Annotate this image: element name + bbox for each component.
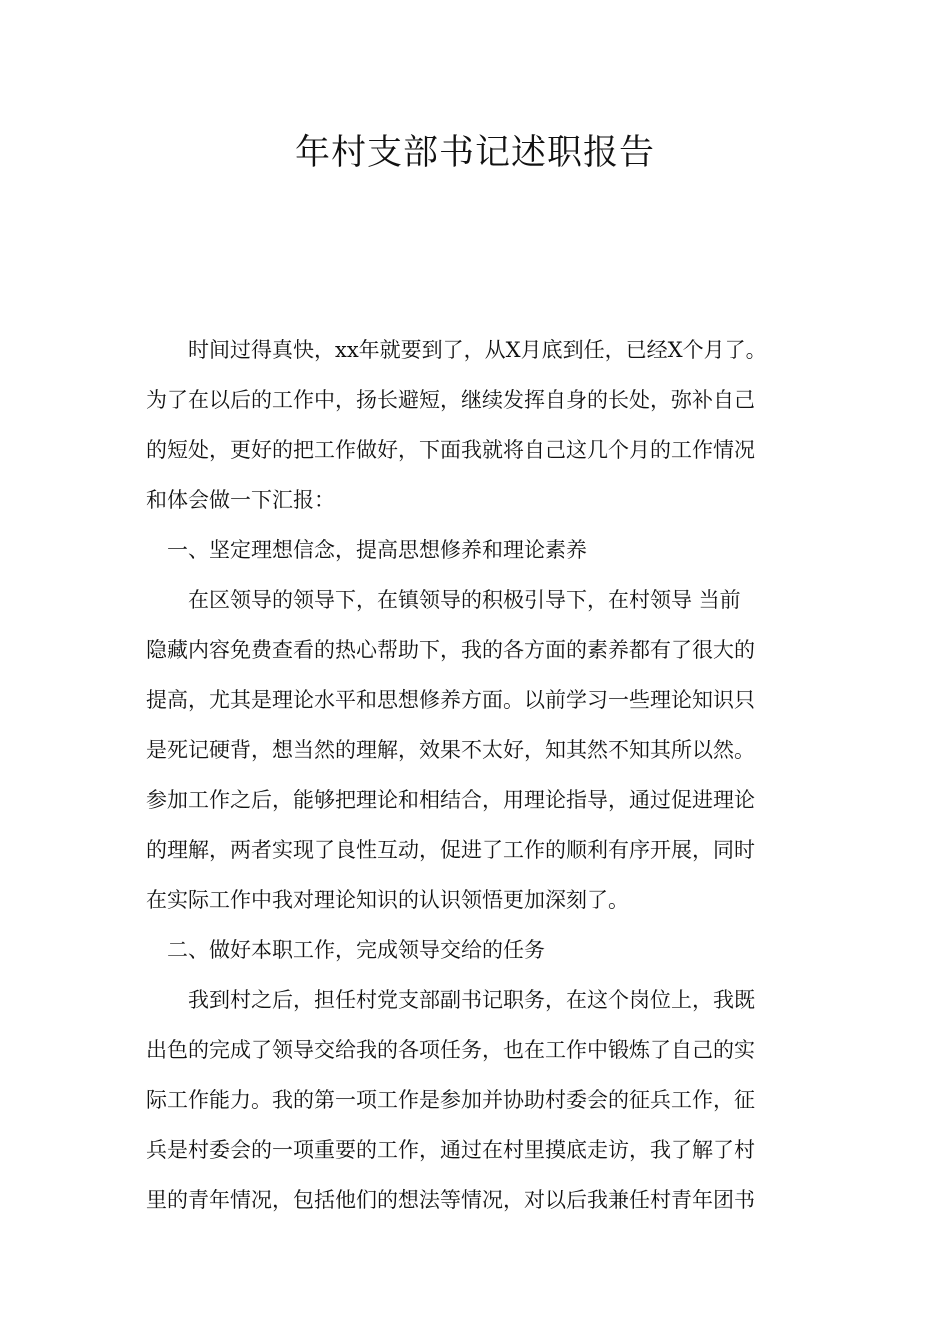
section-heading-1: 一、坚定理想信念，提高思想修养和理论素养 bbox=[146, 538, 587, 562]
body-line-1: 时间过得真快，xx年就要到了，从X月底到任，已经X个月了。 bbox=[146, 338, 767, 362]
body-line-4: 和体会做一下汇报： bbox=[146, 488, 335, 512]
body-line-7: 隐藏内容免费查看的热心帮助下，我的各方面的素养都有了很大的 bbox=[146, 638, 755, 662]
document-title: 年村支部书记述职报告 bbox=[294, 133, 655, 173]
body-line-2: 为了在以后的工作中，扬长避短，继续发挥自身的长处，弥补自己 bbox=[146, 388, 755, 412]
section-heading-2: 二、做好本职工作，完成领导交给的任务 bbox=[146, 938, 545, 962]
body-line-9: 是死记硬背，想当然的理解，效果不太好，知其然不知其所以然。 bbox=[146, 738, 755, 762]
body-line-3: 的短处，更好的把工作做好，下面我就将自己这几个月的工作情况 bbox=[146, 438, 755, 462]
body-line-17: 兵是村委会的一项重要的工作，通过在村里摸底走访，我了解了村 bbox=[146, 1138, 755, 1162]
body-line-10: 参加工作之后，能够把理论和相结合，用理论指导，通过促进理论 bbox=[146, 788, 755, 812]
body-line-8: 提高，尤其是理论水平和思想修养方面。以前学习一些理论知识只 bbox=[146, 688, 755, 712]
body-line-15: 出色的完成了领导交给我的各项任务，也在工作中锻炼了自己的实 bbox=[146, 1038, 755, 1062]
body-line-16: 际工作能力。我的第一项工作是参加并协助村委会的征兵工作，征 bbox=[146, 1088, 755, 1112]
body-line-11: 的理解，两者实现了良性互动，促进了工作的顺利有序开展，同时 bbox=[146, 838, 755, 862]
body-line-14: 我到村之后，担任村党支部副书记职务，在这个岗位上，我既 bbox=[146, 988, 755, 1012]
body-line-12: 在实际工作中我对理论知识的认识领悟更加深刻了。 bbox=[146, 888, 629, 912]
body-line-18: 里的青年情况，包括他们的想法等情况，对以后我兼任村青年团书 bbox=[146, 1188, 755, 1212]
body-line-6: 在区领导的领导下，在镇领导的积极引导下，在村领导 当前 bbox=[146, 588, 741, 612]
